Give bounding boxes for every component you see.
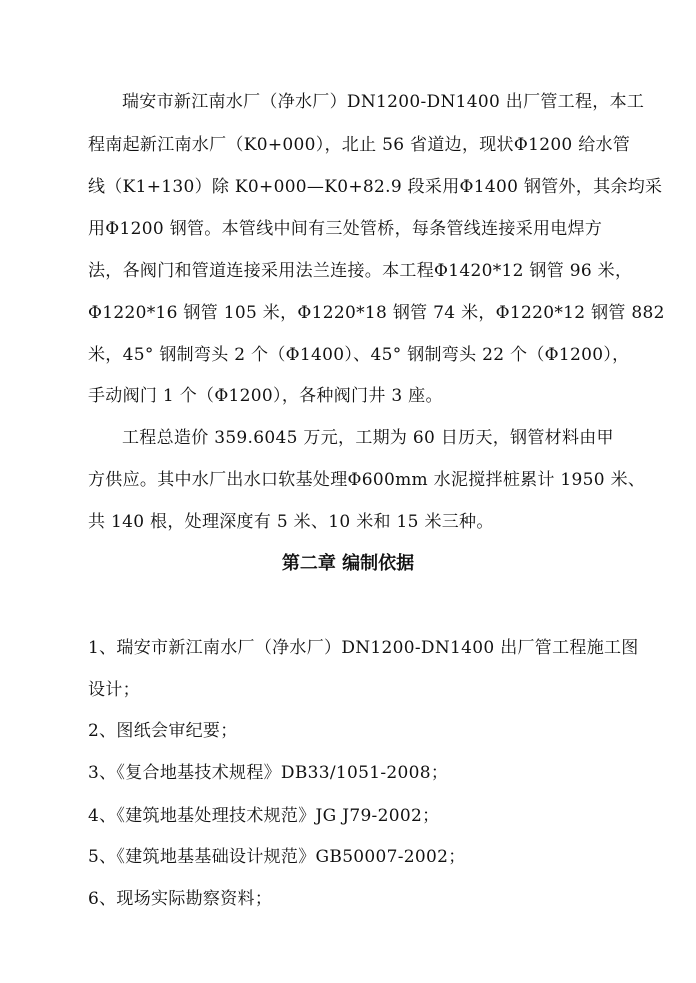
paragraph-2-line: 方供应。其中水厂出水口软基处理Φ600mm 水泥搅拌桩累计 1950 米、 xyxy=(88,470,646,490)
basis-list-item-2: 2、图纸会审纪要； xyxy=(88,721,238,741)
paragraph-1-line: 法，各阀门和管道连接采用法兰连接。本工程Φ1420*12 钢管 96 米， xyxy=(88,261,633,281)
paragraph-1-line: 米，45° 钢制弯头 2 个（Φ1400）、45° 钢制弯头 22 个（Φ1200）， xyxy=(88,345,630,365)
paragraph-2-line: 工程总造价 359.6045 万元，工期为 60 日历天，钢管材料由甲 xyxy=(122,428,614,448)
paragraph-1-line: 程南起新江南水厂（K0+000），北止 56 省道边，现状Φ1200 给水管 xyxy=(88,135,631,155)
paragraph-1-line: 瑞安市新江南水厂（净水厂）DN1200-DN1400 出厂管工程，本工 xyxy=(122,92,645,112)
paragraph-2-line: 共 140 根，处理深度有 5 米、10 米和 15 米三种。 xyxy=(88,512,494,532)
basis-list-item-6: 6、现场实际勘察资料； xyxy=(88,889,273,909)
paragraph-1-line: Φ1220*16 钢管 105 米，Φ1220*18 钢管 74 米，Φ1220*12 钢管 882 xyxy=(88,303,665,323)
basis-list-item-4: 4、《建筑地基处理技术规范》JG J79-2002； xyxy=(88,806,440,826)
basis-list-item-5: 5、《建筑地基基础设计规范》GB50007-2002； xyxy=(88,847,466,867)
basis-list-item-3: 3、《复合地基技术规程》DB33/1051-2008； xyxy=(88,763,449,783)
basis-list-item-1-continued: 设计； xyxy=(88,680,140,700)
basis-list-item-1: 1、瑞安市新江南水厂（净水厂）DN1200-DN1400 出厂管工程施工图 xyxy=(88,638,639,658)
chapter-heading: 第二章 编制依据 xyxy=(281,553,415,574)
paragraph-1-line: 用Φ1200 钢管。本管线中间有三处管桥，每条管线连接采用电焊方 xyxy=(88,219,603,239)
paragraph-1-line: 线（K1+130）除 K0+000—K0+82.9 段采用Φ1400 钢管外，其余均采 xyxy=(88,177,663,197)
paragraph-1-line: 手动阀门 1 个（Φ1200），各种阀门井 3 座。 xyxy=(88,386,443,406)
